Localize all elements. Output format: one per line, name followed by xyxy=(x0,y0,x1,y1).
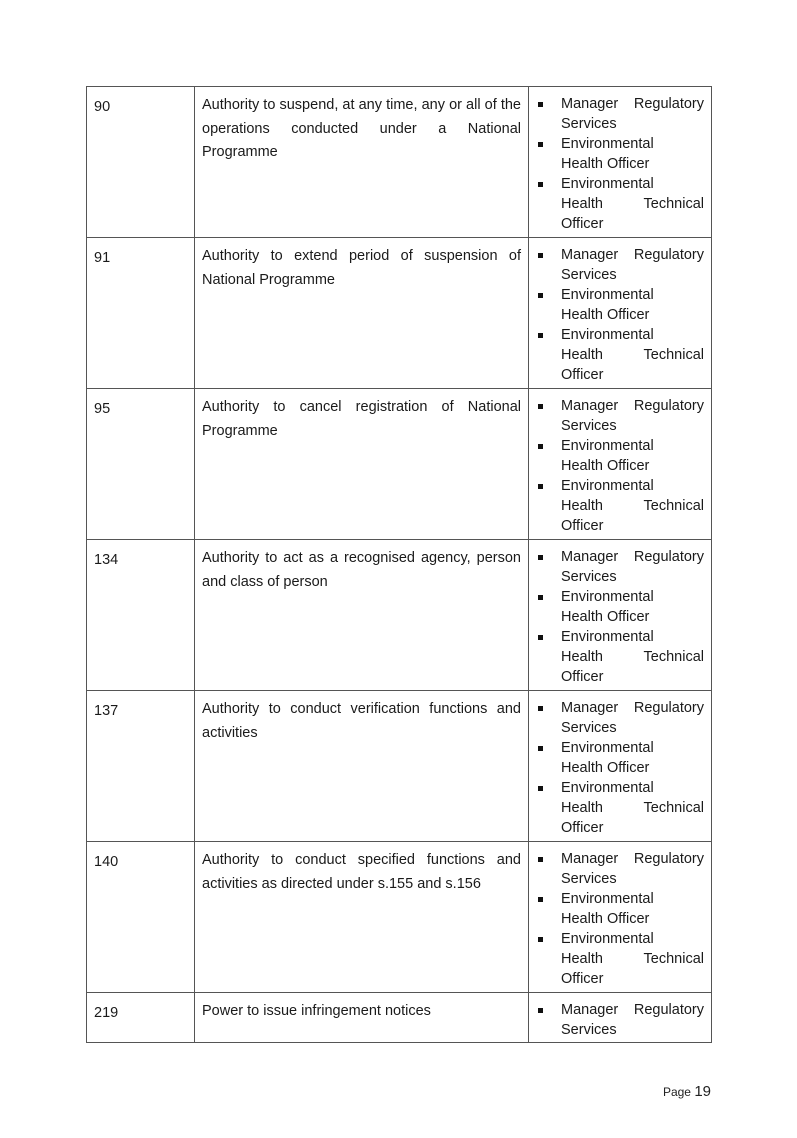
section-number: 219 xyxy=(87,993,195,1043)
delegate-list xyxy=(536,1000,704,1040)
delegate-item xyxy=(536,285,704,325)
delegate-item xyxy=(536,929,704,989)
delegate-item xyxy=(536,134,704,174)
delegate-list-cell xyxy=(529,842,712,993)
section-number: 90 xyxy=(87,87,195,238)
page-number xyxy=(663,1083,711,1100)
delegate-word: Regulatory xyxy=(633,96,704,112)
delegate-list xyxy=(536,94,704,234)
square-bullet-icon xyxy=(538,142,543,147)
delegate-word: Environmental xyxy=(561,740,654,756)
table-row xyxy=(87,87,712,238)
delegate-item xyxy=(536,174,704,234)
section-number: 134 xyxy=(87,540,195,691)
delegate-word: Regulatory xyxy=(633,398,704,414)
authority-description: Power to issue infringement notices xyxy=(195,993,529,1043)
page-number-value: 19 xyxy=(694,1083,711,1100)
delegate-word: Environmental xyxy=(561,891,654,907)
delegate-word: Manager xyxy=(561,1002,619,1018)
delegate-list xyxy=(536,547,704,687)
section-number: 95 xyxy=(87,389,195,540)
delegate-word: Environmental xyxy=(561,931,654,947)
delegate-item xyxy=(536,325,704,385)
delegate-item xyxy=(536,94,704,134)
delegate-word: Manager xyxy=(561,398,619,414)
delegate-word: Environmental xyxy=(561,287,654,303)
delegate-word: Officer xyxy=(561,971,604,987)
delegate-word: Technical xyxy=(643,951,704,967)
square-bullet-icon xyxy=(538,253,543,258)
delegate-word: Manager xyxy=(561,247,619,263)
table-row xyxy=(87,238,712,389)
delegate-word: Environmental xyxy=(561,629,654,645)
delegate-item xyxy=(536,889,704,929)
delegate-word: Health xyxy=(561,649,603,665)
delegate-list-cell xyxy=(529,993,712,1043)
delegate-item xyxy=(536,1000,704,1040)
delegate-list-cell xyxy=(529,389,712,540)
delegate-word: Regulatory xyxy=(633,1002,704,1018)
section-number: 140 xyxy=(87,842,195,993)
delegate-word: Health Officer xyxy=(561,609,650,625)
delegate-word: Health Officer xyxy=(561,458,650,474)
delegate-list-cell xyxy=(529,238,712,389)
delegate-word: Officer xyxy=(561,367,604,383)
delegate-word: Manager xyxy=(561,700,619,716)
delegate-item xyxy=(536,849,704,889)
delegate-word: Technical xyxy=(643,498,704,514)
delegate-word: Officer xyxy=(561,669,604,685)
square-bullet-icon xyxy=(538,746,543,751)
delegate-item xyxy=(536,778,704,838)
square-bullet-icon xyxy=(538,102,543,107)
authority-description: Authority to extend period of suspension of National Programme xyxy=(195,238,529,389)
delegate-word: Manager xyxy=(561,851,619,867)
delegate-list xyxy=(536,396,704,536)
delegation-table xyxy=(86,86,712,1043)
square-bullet-icon xyxy=(538,404,543,409)
page-label: Page xyxy=(662,1085,691,1099)
square-bullet-icon xyxy=(538,857,543,862)
delegate-word: Environmental xyxy=(561,136,654,152)
delegate-word: Services xyxy=(561,569,617,585)
table-row xyxy=(87,540,712,691)
authority-description: Authority to cancel registration of National Programme xyxy=(195,389,529,540)
delegate-word: Health xyxy=(561,498,603,514)
delegate-word: Health Officer xyxy=(561,156,650,172)
delegate-word: Services xyxy=(561,1022,617,1038)
delegate-word: Environmental xyxy=(561,589,654,605)
delegate-word: Environmental xyxy=(561,438,654,454)
delegate-word: Technical xyxy=(643,649,704,665)
delegate-word: Technical xyxy=(643,347,704,363)
delegate-word: Services xyxy=(561,116,617,132)
delegate-word: Officer xyxy=(561,216,604,232)
square-bullet-icon xyxy=(538,444,543,449)
table-row xyxy=(87,993,712,1043)
square-bullet-icon xyxy=(538,706,543,711)
delegate-item xyxy=(536,396,704,436)
delegate-word: Services xyxy=(561,418,617,434)
square-bullet-icon xyxy=(538,182,543,187)
delegate-word: Environmental xyxy=(561,478,654,494)
authority-description: Authority to conduct verification functions and activities xyxy=(195,691,529,842)
delegate-word: Officer xyxy=(561,518,604,534)
delegate-word: Health xyxy=(561,196,603,212)
authority-description: Authority to suspend, at any time, any or all of the operations conducted under a National Programme xyxy=(195,87,529,238)
delegate-word: Health xyxy=(561,951,603,967)
delegate-word: Health Officer xyxy=(561,307,650,323)
square-bullet-icon xyxy=(538,484,543,489)
delegate-item xyxy=(536,587,704,627)
delegate-list xyxy=(536,245,704,385)
delegate-word: Manager xyxy=(561,549,619,565)
authority-description: Authority to conduct specified functions and activities as directed under s.155 and s.156 xyxy=(195,842,529,993)
square-bullet-icon xyxy=(538,1008,543,1013)
delegate-word: Technical xyxy=(643,800,704,816)
section-number: 137 xyxy=(87,691,195,842)
delegate-word: Health Officer xyxy=(561,911,650,927)
delegate-word: Regulatory xyxy=(633,247,704,263)
delegate-item xyxy=(536,698,704,738)
delegate-word: Regulatory xyxy=(633,549,704,565)
square-bullet-icon xyxy=(538,555,543,560)
delegate-word: Environmental xyxy=(561,327,654,343)
square-bullet-icon xyxy=(538,635,543,640)
delegate-item xyxy=(536,476,704,536)
delegate-word: Services xyxy=(561,720,617,736)
delegate-word: Environmental xyxy=(561,176,654,192)
delegate-list-cell xyxy=(529,691,712,842)
square-bullet-icon xyxy=(538,937,543,942)
delegate-word: Health xyxy=(561,800,603,816)
table-row xyxy=(87,691,712,842)
delegate-word: Services xyxy=(561,267,617,283)
delegate-word: Technical xyxy=(643,196,704,212)
delegate-word: Health xyxy=(561,347,603,363)
authority-description: Authority to act as a recognised agency, person and class of person xyxy=(195,540,529,691)
delegate-word: Environmental xyxy=(561,780,654,796)
delegate-item xyxy=(536,245,704,285)
table-row xyxy=(87,842,712,993)
delegate-list-cell xyxy=(529,87,712,238)
delegate-word: Regulatory xyxy=(633,700,704,716)
delegate-item xyxy=(536,738,704,778)
delegate-word: Services xyxy=(561,871,617,887)
delegate-list xyxy=(536,849,704,989)
square-bullet-icon xyxy=(538,786,543,791)
delegate-item xyxy=(536,547,704,587)
square-bullet-icon xyxy=(538,595,543,600)
square-bullet-icon xyxy=(538,293,543,298)
delegate-word: Officer xyxy=(561,820,604,836)
delegate-item xyxy=(536,436,704,476)
delegate-word: Manager xyxy=(561,96,619,112)
delegate-list xyxy=(536,698,704,838)
square-bullet-icon xyxy=(538,897,543,902)
delegate-word: Health Officer xyxy=(561,760,650,776)
square-bullet-icon xyxy=(538,333,543,338)
delegate-word: Regulatory xyxy=(633,851,704,867)
table-row xyxy=(87,389,712,540)
section-number: 91 xyxy=(87,238,195,389)
delegate-list-cell xyxy=(529,540,712,691)
delegate-item xyxy=(536,627,704,687)
